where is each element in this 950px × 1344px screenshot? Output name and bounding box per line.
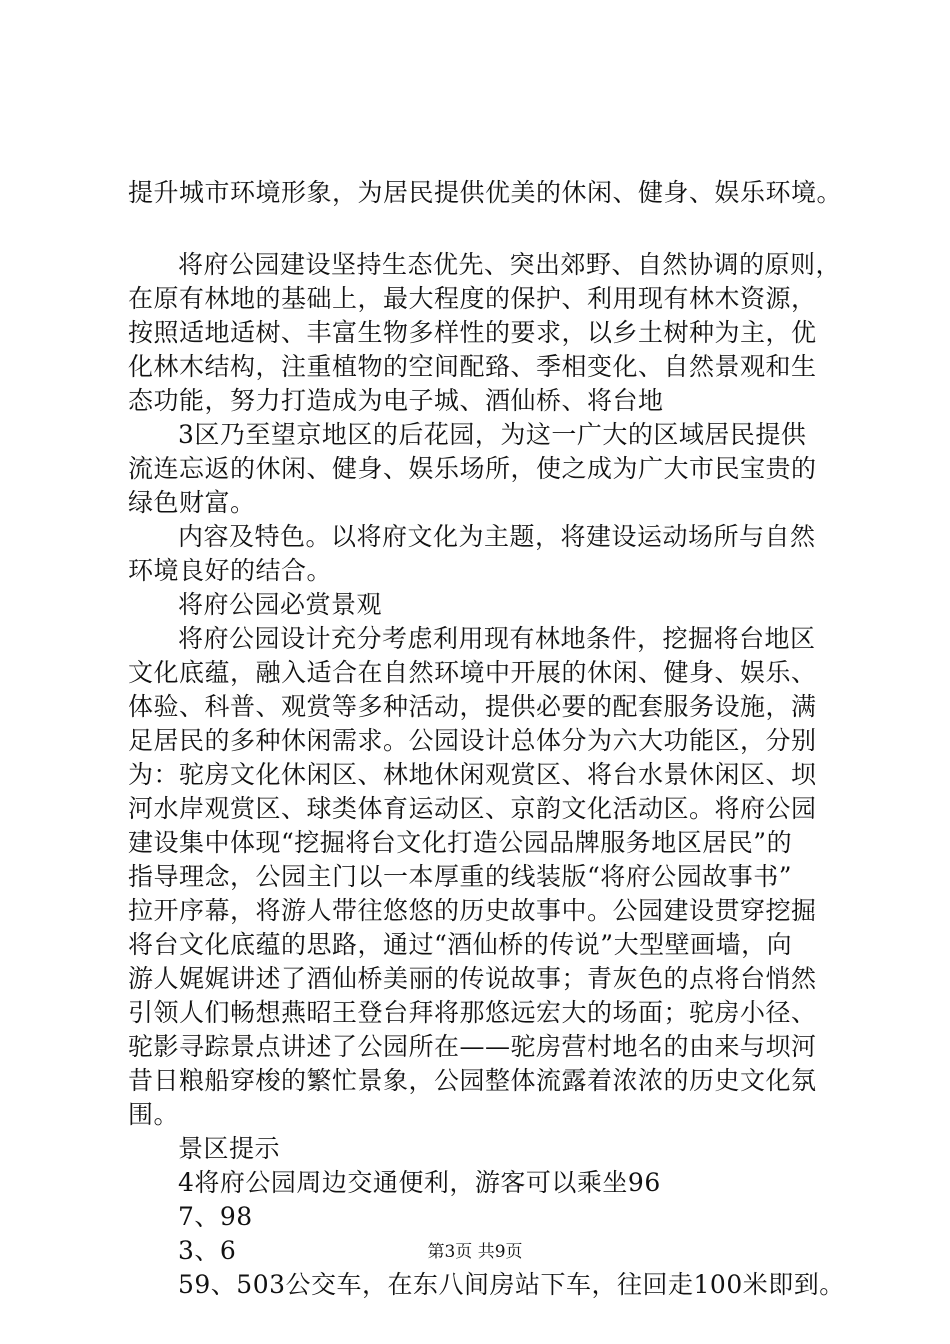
- text-line: 体验、科普、观赏等多种活动，提供必要的配套服务设施，满: [128, 692, 817, 721]
- text-line: 为：驼房文化休闲区、林地休闲观赏区、将台水景休闲区、坝: [128, 760, 817, 789]
- text-line: 态功能，努力打造成为电子城、酒仙桥、将台地: [128, 386, 664, 415]
- document-body: [128, 176, 845, 1302]
- page-footer: [0, 1240, 950, 1264]
- text-line: 建设集中体现“挖掘将台文化打造公园品牌服务地区居民”的: [128, 828, 793, 857]
- text-line: 3、6: [178, 1236, 237, 1265]
- text-line: 在原有林地的基础上，最大程度的保护、利用现有林木资源，: [128, 284, 817, 313]
- text-line: 河水岸观赏区、球类体育运动区、京韵文化活动区。将府公园: [128, 794, 817, 823]
- section-heading: 将府公园必赏景观: [178, 590, 383, 619]
- text-line: 将府公园建设坚持生态优先、突出郊野、自然协调的原则，: [178, 250, 842, 279]
- text-line: 将府公园设计充分考虑利用现有林地条件，挖掘将台地区: [178, 624, 816, 653]
- text-line: 59、503公交车，在东八间房站下车，往回走100米即到。: [178, 1270, 845, 1299]
- text-line: 拉开序幕，将游人带往悠悠的历史故事中。公园建设贯穿挖掘: [128, 896, 817, 925]
- text-line: 足居民的多种休闲需求。公园设计总体分为六大功能区，分别: [128, 726, 817, 755]
- section-heading: 景区提示: [178, 1134, 281, 1163]
- text-line: 昔日粮船穿梭的繁忙景象，公园整体流露着浓浓的历史文化氛: [128, 1066, 817, 1095]
- text-line: 绿色财富。: [128, 488, 256, 517]
- text-line: 提升城市环境形象，为居民提供优美的休闲、健身、娱乐环境。: [128, 178, 843, 207]
- text-line: 引领人们畅想燕昭王登台拜将那悠远宏大的场面；驼房小径、: [128, 998, 817, 1027]
- text-line: 化林木结构，注重植物的空间配臵、季相变化、自然景观和生: [128, 352, 817, 381]
- text-line: 指导理念，公园主门以一本厚重的线装版“将府公园故事书”: [128, 862, 793, 891]
- text-line: 4将府公园周边交通便利，游客可以乘坐96: [178, 1168, 661, 1197]
- text-line: 按照适地适树、丰富生物多样性的要求，以乡土树种为主，优: [128, 318, 817, 347]
- text-line: 将台文化底蕴的思路，通过“酒仙桥的传说”大型壁画墙，向: [128, 930, 793, 959]
- page-number: 第3页 共9页: [427, 1242, 523, 1262]
- text-line: 环境良好的结合。: [128, 556, 333, 585]
- text-line: 流连忘返的休闲、健身、娱乐场所，使之成为广大市民宝贵的: [128, 454, 817, 483]
- text-line: 文化底蕴，融入适合在自然环境中开展的休闲、健身、娱乐、: [128, 658, 817, 687]
- text-line: 7、98: [178, 1202, 253, 1231]
- text-line: 内容及特色。以将府文化为主题，将建设运动场所与自然: [178, 522, 816, 551]
- text-line: 驼影寻踪景点讲述了公园所在——驼房营村地名的由来与坝河: [128, 1032, 817, 1061]
- text-line: 3区乃至望京地区的后花园，为这一广大的区域居民提供: [178, 420, 807, 449]
- text-line: 围。: [128, 1100, 180, 1129]
- text-line: 游人娓娓讲述了酒仙桥美丽的传说故事；青灰色的点将台悄然: [128, 964, 817, 993]
